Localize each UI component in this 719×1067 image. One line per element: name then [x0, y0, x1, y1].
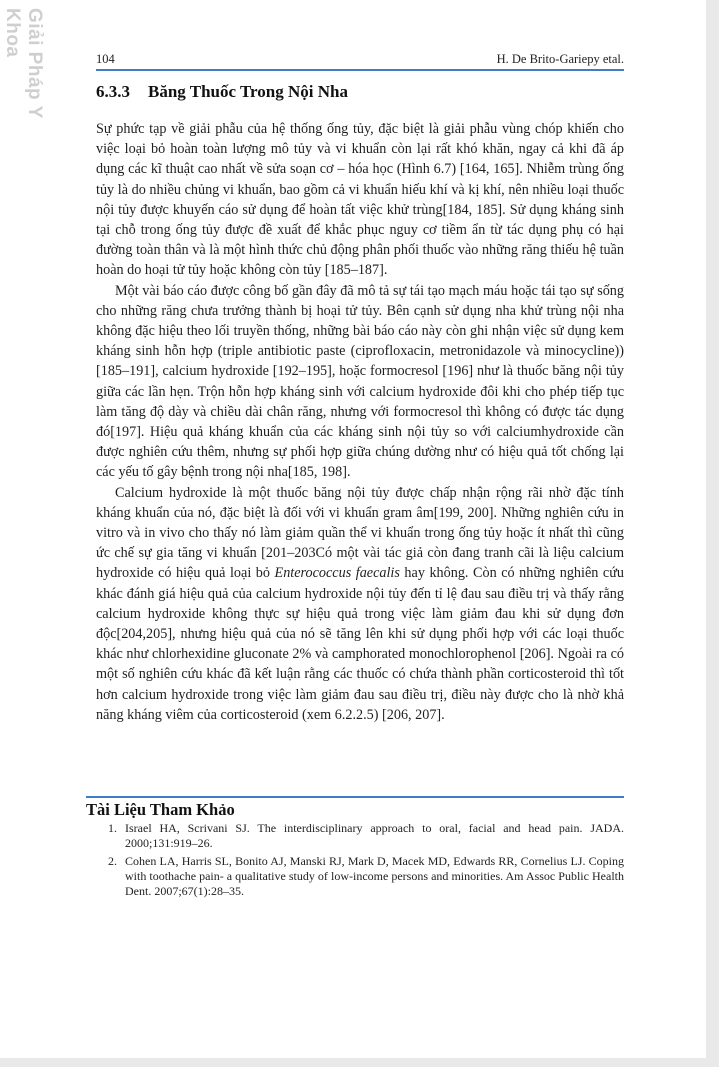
running-header-authors: H. De Brito-Gariepy etal. [496, 52, 624, 66]
paragraph-3-text-b: hay không. Còn có những nghiên cứu khác đánh giá hiệu quả của calcium hydroxide nội tủy đến tỉ lệ đau sau điều trị và thấy rằng calcium hydroxide không thực sự hiệu quả trong việc làm giảm đau khi sử dụng đơn độc[204,205], nhưng hiệu quả của nó sẽ tăng lên khi sử dụng phối hợp với các loại thuốc khác như chlorhexidine gluconate 2% và camphorated monochlorophenol [206]. Ngoài ra có một số nghiên cứu khác đã kết luận rằng các thuốc có chứa thành phần corticosteroid thì tốt hơn calcium hydroxide trong việc làm giảm đau sau điều trị, điều này được cho là nhờ khả năng kháng viêm của corticosteroid (xem 6.2.2.5) [206, 207]. [96, 565, 624, 723]
references-divider [86, 796, 624, 798]
section-number: 6.3.3 [96, 82, 130, 101]
body-text [96, 119, 624, 725]
paragraph-3-text-a: Calcium hydroxide là một thuốc băng nội tủy được chấp nhận rộng rãi nhờ đặc tính kháng khuẩn của nó, đặc biệt là đối với vi khuẩn gram âm[199, 200]. Những nghiên cứu in vitro và in vivo cho thấy nó làm giảm quần thể vi khuẩn trong ống tủy hoặc ít nhất thì cũng ức chế sự gia tăng vi khuẩn [201–203Có một vài tác giả còn đang tranh cãi là liệu calcium hydroxide có hiệu quả loại bỏ [96, 484, 624, 582]
section-title: Băng Thuốc Trong Nội Nha [148, 82, 348, 101]
reference-text: Israel HA, Scrivani SJ. The interdisciplinary approach to oral, facial and head pain. JADA. 2000;131:919–26. [125, 821, 624, 851]
reference-item [108, 821, 624, 852]
reference-number: 2. [108, 853, 117, 868]
references-list [108, 821, 624, 901]
references-heading: Tài Liệu Tham Khảo [86, 800, 235, 819]
reference-text: Cohen LA, Harris SL, Bonito AJ, Manski RJ, Mark D, Macek MD, Edwards RR, Cornelius LJ. Coping with toothache pain- a qualitative study of low-income persons and minorities. Am Assoc Public Health Dent. 2007;67(1):28–35. [125, 853, 624, 899]
paragraph-1: Sự phức tạp về giải phẫu của hệ thống ống tủy, đặc biệt là giải phẫu vùng chóp khiến cho việc loại bỏ hoàn toàn lượng mô tủy và vi khuẩn còn lại rất khó khăn, ngay cả khi đã áp dụng các kĩ thuật cao nhất về sửa soạn cơ – hóa học (Hình 6.7) [164, 165]. Nhiễm trùng ống tủy là do nhiều chủng vi khuẩn, bao gồm cả vi khuẩn hiếu khí và kị khí, nên nhiều loại thuốc nội tủy được khuyến cáo sử dụng để hoàn tất việc khử trùng[184, 185]. Sử dụng kháng sinh tại chỗ trong ống tủy được đề xuất để khắc phục nguy cơ tiềm ẩn từ tác dụng phụ có hại đường toàn thân và là một hình thức chủ động phân phối thuốc vào những răng thiếu hệ tuần hoàn do hoại tử tủy hoặc không còn tủy [185–187]. [96, 121, 624, 279]
watermark: Giải Pháp Y Khoa [2, 8, 45, 119]
header-divider [96, 69, 624, 71]
paragraph-3 [96, 483, 624, 725]
page-number: 104 [96, 52, 115, 66]
paragraph-2: Một vài báo cáo được công bố gần đây đã mô tả sự tái tạo mạch máu hoặc tái tạo sự sống cho những răng chưa trưởng thành bị hoại tử tủy. Bên cạnh sử dụng nha khử trùng nội nha không đặc hiệu theo lối truyền thống, những bài báo cáo này còn ghi nhận việc sử dụng kem kháng sinh hỗn hợp (triple antibiotic paste (ciprofloxacin, metronidazole và minocycline)) [185–191], calcium hydroxide [192–195], hoặc formocresol [196] như là thuốc băng nội tủy giữa các lần hẹn. Trộn hỗn hợp kháng sinh với calcium hydroxide đôi khi cho phép tiếp tục làm tăng độ dày và chiều dài chân răng, nhưng với formocresol thì không có được tác dụng đó[197]. Hiệu quả kháng khuẩn của các kháng sinh nội tủy so với calciumhydroxide cần được nghiên cứu thêm, nhưng sự phối hợp giữa chúng dường như có hiệu quả tốt chống lại các yếu tố gây bệnh trong nội nha[185, 198]. [96, 282, 624, 481]
reference-item [108, 854, 624, 900]
species-name: Enterococcus faecalis [274, 565, 400, 582]
reference-number: 1. [108, 821, 117, 835]
section-heading [96, 82, 348, 102]
running-header [96, 52, 624, 67]
